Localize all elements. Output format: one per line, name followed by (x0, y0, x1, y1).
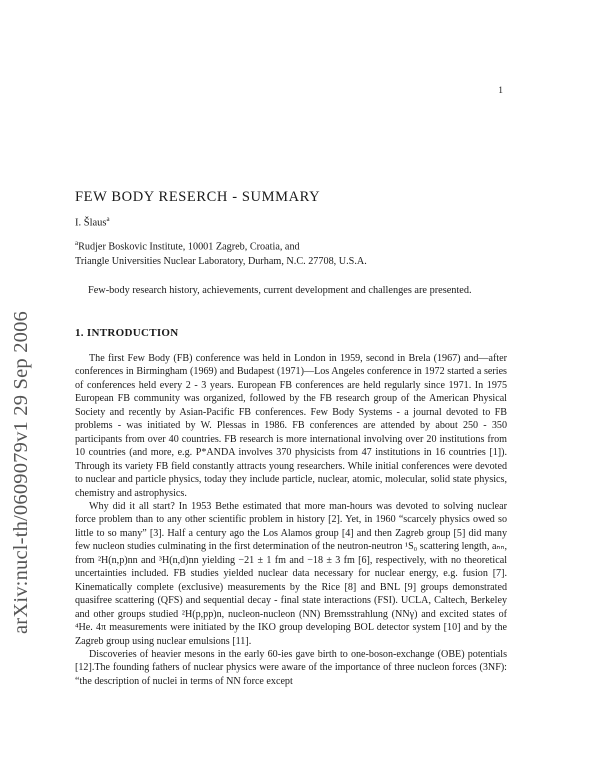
author-line (75, 215, 110, 229)
paper-title: FEW BODY RESERCH - SUMMARY (75, 189, 321, 205)
paragraph: Why did it all start? In 1953 Bethe estimated that more man-hours was devoted to solving nuclear force problem than to any other scientific problem in history [2]. Yet, in 1960 “scarcely physics owed so little to so many” [3]. Half a century ago the Los Alamos group [4] and then Zagreb group [5] did many few nucleon studies culminating in the first determination of the neutron-neutron ¹S₀ scattering length, aₙₙ, from ²H(n,p)nn and ³H(n,d)nn yielding −21 ± 1 fm and −18 ± 3 fm [6], respectively, with no theoretical uncertainties included. FB studies yielded nuclear data necessary for nuclear energy, e.g. fusion [7]. Kinematically complete (exclusive) measurements by the Rice [8] and BNL [9] groups demonstrated quasifree scattering (QFS) and sequential decay - final state interactions (FSI). UCLA, Caltech, Berkeley and other groups studied ²H(p,pp)n, nucleon-nucleon (NN) Bremsstrahlung (NNγ) and excited states of ⁴He. 4π measurements were initiated by the IKO group developing BOL detector system [10] and by the Zagreb group using nuclear emulsions [11]. (75, 500, 507, 647)
affiliation-line-2: Triangle Universities Nuclear Laboratory, Durham, N.C. 27708, U.S.A. (75, 255, 367, 267)
affiliation-marker: a (75, 239, 79, 247)
author-name: I. Šlaus (75, 217, 107, 229)
paragraph: Discoveries of heavier mesons in the early 60-ies gave birth to one-boson-exchange (OBE) potentials [12].The founding fathers of nuclear physics were aware of the importance of three nucleon forces (3NF): “the description of nuclei in terms of NN force except (75, 648, 507, 687)
arxiv-identifier: arXiv:nucl-th/0609079v1 29 Sep 2006 (10, 310, 32, 634)
affiliation-line-1: $^a$Rudjer Boskovic Institute, 10001 Zagreb, Croatia, and (75, 239, 300, 253)
body-text (75, 352, 507, 688)
section-heading: 1. INTRODUCTION (75, 327, 179, 339)
affiliation-block (75, 236, 367, 269)
paragraph: The first Few Body (FB) conference was held in London in 1959, second in Brela (1967) and—after conferences in Birmingham (1969) and Budapest (1971)—Los Angeles conference in 1972 started a series of conferences held every 2 - 3 years. European FB conferences are held regularly since 1971. In 1975 European FB community was organized, followed by the FB research group of the American Physical Society and recently by Asian-Pacific FB conferences. Few Body Systems - a journal devoted to FB problems - was initiated by W. Plessas in 1986. FB conferences are attended by about 250 - 350 participants from over 40 countries. FB research is more international involving over 20 institutions from 10 countries (and more, e.g. P*ANDA involves 370 physicists from 47 institutions in 16 countries [1]). Through its variety FB field constantly attracts young researchers. While initial conferences were devoted to nuclear and particle physics, today they include particle, nuclear, atomic, molecular, solid state physics, chemistry and astrophysics. (75, 353, 507, 499)
page-number: 1 (498, 86, 503, 96)
author-marker: a (106, 215, 110, 223)
abstract: Few-body research history, achievements, current development and challenges are presented. (88, 285, 472, 296)
